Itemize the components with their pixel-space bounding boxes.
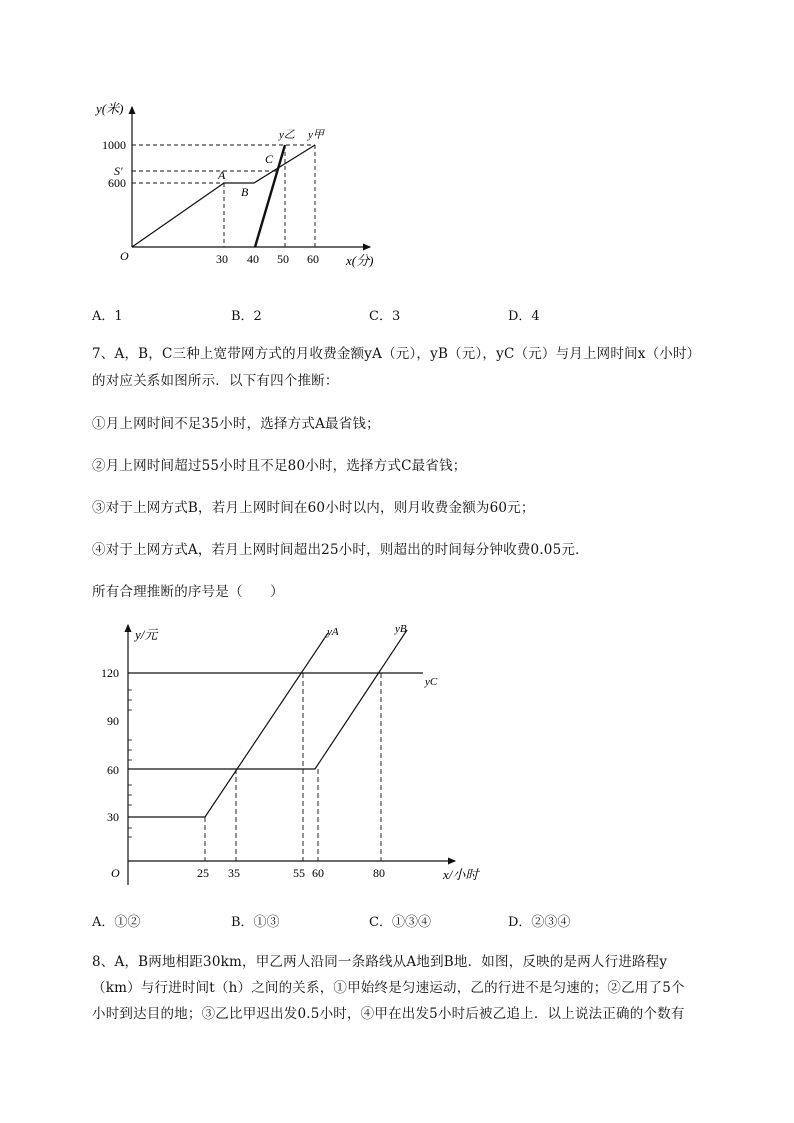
q8-stem-line1: 8、A，B两地相距30km，甲乙两人沿同一条路线从A地到B地．如图，反映的是两人行进路程y xyxy=(92,954,668,970)
line-yb-label: yB xyxy=(395,623,407,635)
x-tick-25: 25 xyxy=(197,866,209,880)
y-axis-label: y(米) xyxy=(96,101,124,116)
q7-option-c[interactable]: C．①③④ xyxy=(369,915,431,930)
q6-option-c[interactable]: C．3 xyxy=(369,309,401,324)
y-tick-30: 30 xyxy=(107,810,119,824)
x-tick-80: 80 xyxy=(373,866,385,880)
point-a-label: A xyxy=(218,168,226,182)
x-tick-60: 60 xyxy=(307,252,319,266)
line-ya-label: yA xyxy=(327,626,339,638)
y-tick-120: 120 xyxy=(101,666,119,680)
y-tick-60: 60 xyxy=(107,763,119,777)
q6-option-d[interactable]: D．4 xyxy=(508,309,540,324)
x-tick-35: 35 xyxy=(228,866,240,880)
x-axis-label: x(分) xyxy=(346,253,374,268)
distance-time-graph xyxy=(90,95,390,275)
x-tick-55: 55 xyxy=(293,866,305,880)
q7-option-a[interactable]: A．①② xyxy=(92,915,141,930)
line-jia xyxy=(132,145,315,247)
q7-option-d[interactable]: D．②③④ xyxy=(508,915,571,930)
line-ya xyxy=(128,633,328,817)
q7-statement-3: ③对于上网方式B，若月上网时间在60小时以内，则月收费金额为60元； xyxy=(92,500,535,516)
y-tick-600: 600 xyxy=(108,176,126,190)
x-axis-label: x/小时 xyxy=(443,867,479,882)
y-tick-1000: 1000 xyxy=(102,138,126,152)
q7-stem-line1: 7、A，B，C三种上宽带网方式的月收费金额yA（元），yB（元），yC（元）与月上网时间x（小时） xyxy=(92,346,701,362)
line-yc-label: yC xyxy=(425,676,438,688)
q7-question: 所有合理推断的序号是（ ） xyxy=(92,584,284,600)
line-yb xyxy=(128,630,407,769)
origin-label: O xyxy=(120,249,129,263)
x-tick-60: 60 xyxy=(312,866,324,880)
line-jia-label: y甲 xyxy=(308,129,324,141)
x-tick-30: 30 xyxy=(216,252,228,266)
q7-statement-4: ④对于上网方式A，若月上网时间超出25小时，则超出的时间每分钟收费0.05元． xyxy=(92,542,589,558)
point-c-label: C xyxy=(265,152,274,166)
x-tick-50: 50 xyxy=(277,252,289,266)
q7-stem-line2: 的对应关系如图所示．以下有四个推断： xyxy=(92,373,339,389)
q6-option-a[interactable]: A．1 xyxy=(92,309,123,324)
origin-label: O xyxy=(111,866,120,880)
x-tick-40: 40 xyxy=(247,252,259,266)
y-tick-90: 90 xyxy=(107,714,119,728)
q8-stem-line3: 小时到达目的地；③乙比甲迟出发0.5小时，④甲在出发5小时后被乙追上．以上说法正确的个数有 xyxy=(92,1006,685,1022)
q8-stem-line2: （km）与行进时间t（h）之间的关系，①甲始终是匀速运动，乙的行进不是匀速的；②乙用了5个 xyxy=(92,980,685,996)
q7-statement-2: ②月上网时间超过55小时且不足80小时，选择方式C最省钱； xyxy=(92,458,467,474)
q6-option-b[interactable]: B．2 xyxy=(231,309,262,324)
q7-statement-1: ①月上网时间不足35小时，选择方式A最省钱； xyxy=(92,416,380,432)
point-b-label: B xyxy=(241,185,249,199)
y-axis-label: y/元 xyxy=(135,627,158,642)
q7-option-b[interactable]: B．①③ xyxy=(231,915,280,930)
fee-time-graph xyxy=(95,615,505,890)
line-yi-label: y乙 xyxy=(279,129,295,141)
y-tick-s: S′ xyxy=(114,164,123,178)
